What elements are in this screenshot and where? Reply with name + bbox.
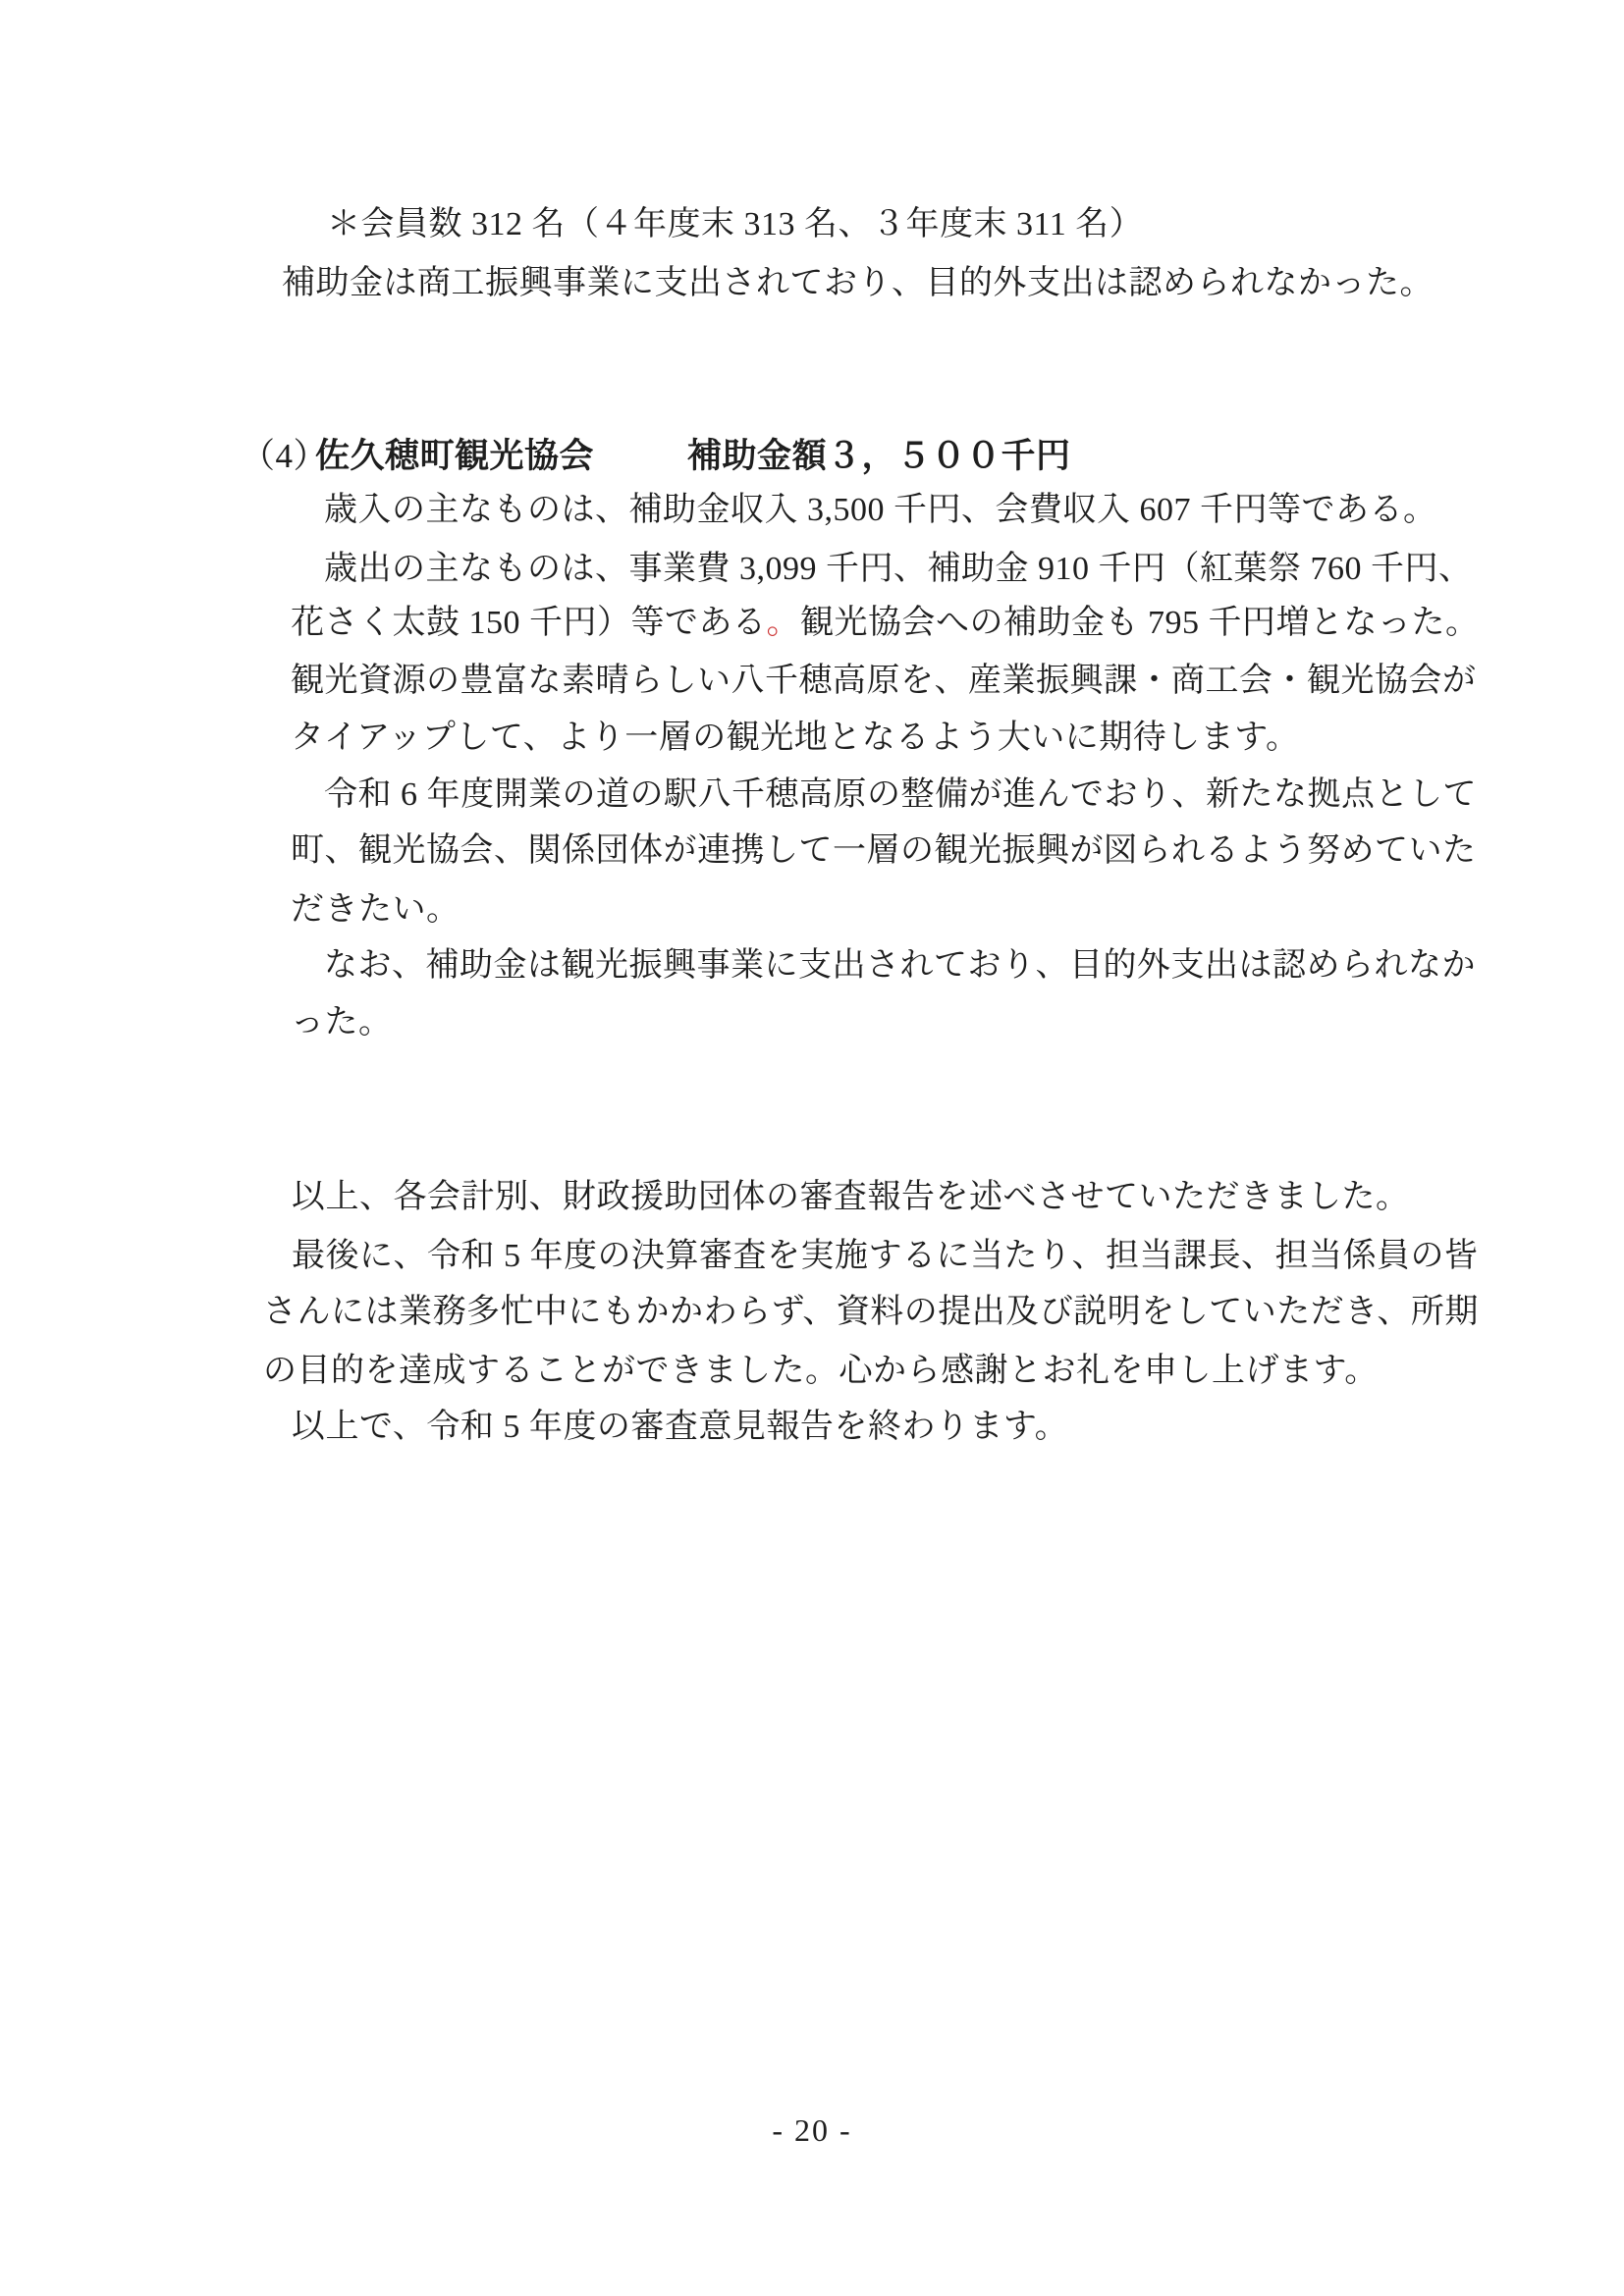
michinoeki-line-1: 令和 6 年度開業の道の駅八千穂高原の整備が進んでおり、新たな拠点として (324, 776, 1477, 813)
expenditure-line-2-part-1: 花さく太鼓 150 千円）等である (291, 605, 767, 641)
closing-line-3: さんには業務多忙中にもかかわらず、資料の提出及び説明をしていただき、所期 (263, 1294, 1479, 1330)
section-4-org-name: 佐久穂町観光協会 (315, 437, 595, 475)
michinoeki-line-2: 町、観光協会、関係団体が連携して一層の観光振興が図られるよう努めていた (291, 832, 1477, 869)
closing-line-1: 以上、各会計別、財政援助団体の審査報告を述べさせていただきました。 (292, 1179, 1410, 1215)
page-number: - 20 - (772, 2112, 852, 2148)
section-4-number: （4） (241, 437, 329, 475)
section-4-conclusion-line-2: った。 (291, 1004, 393, 1041)
revenue-line: 歳入の主なものは、補助金収入 3,500 千円、会費収入 607 千円等である。 (324, 492, 1437, 528)
expenditure-line-1: 歳出の主なものは、事業費 3,099 千円、補助金 910 千円（紅葉祭 760 千円、 (324, 551, 1473, 587)
top-note-conclusion: 補助金は商工振興事業に支出されており、目的外支出は認められなかった。 (282, 265, 1434, 301)
tourism-resource-line: 観光資源の豊富な素晴らしい八千穂高原を、産業振興課・商工会・観光協会が (291, 663, 1477, 699)
expenditure-line-2-part-2: 観光協会への補助金も 795 千円増となった。 (800, 605, 1480, 641)
expenditure-line-2 (291, 595, 1480, 652)
closing-line-4: の目的を達成することができました。心から感謝とお礼を申し上げます。 (263, 1353, 1379, 1389)
member-count-note: ＊会員数 312 名（４年度末 313 名、３年度末 311 名） (327, 206, 1144, 242)
closing-line-5: 以上で、令和 5 年度の審査意見報告を終わります。 (292, 1409, 1069, 1445)
section-4-heading (241, 428, 1071, 485)
red-period: 。 (766, 605, 800, 641)
section-4-subsidy-amount: 補助金額３，５００千円 (687, 437, 1071, 475)
closing-line-2: 最後に、令和 5 年度の決算審査を実施するに当たり、担当課長、担当係員の皆 (292, 1238, 1479, 1274)
section-4-conclusion-line-1: なお、補助金は観光振興事業に支出されており、目的外支出は認められなか (324, 947, 1476, 984)
tieup-expectation-line: タイアップして、より一層の観光地となるよう大いに期待します。 (291, 720, 1300, 756)
michinoeki-line-3: だきたい。 (291, 891, 460, 928)
